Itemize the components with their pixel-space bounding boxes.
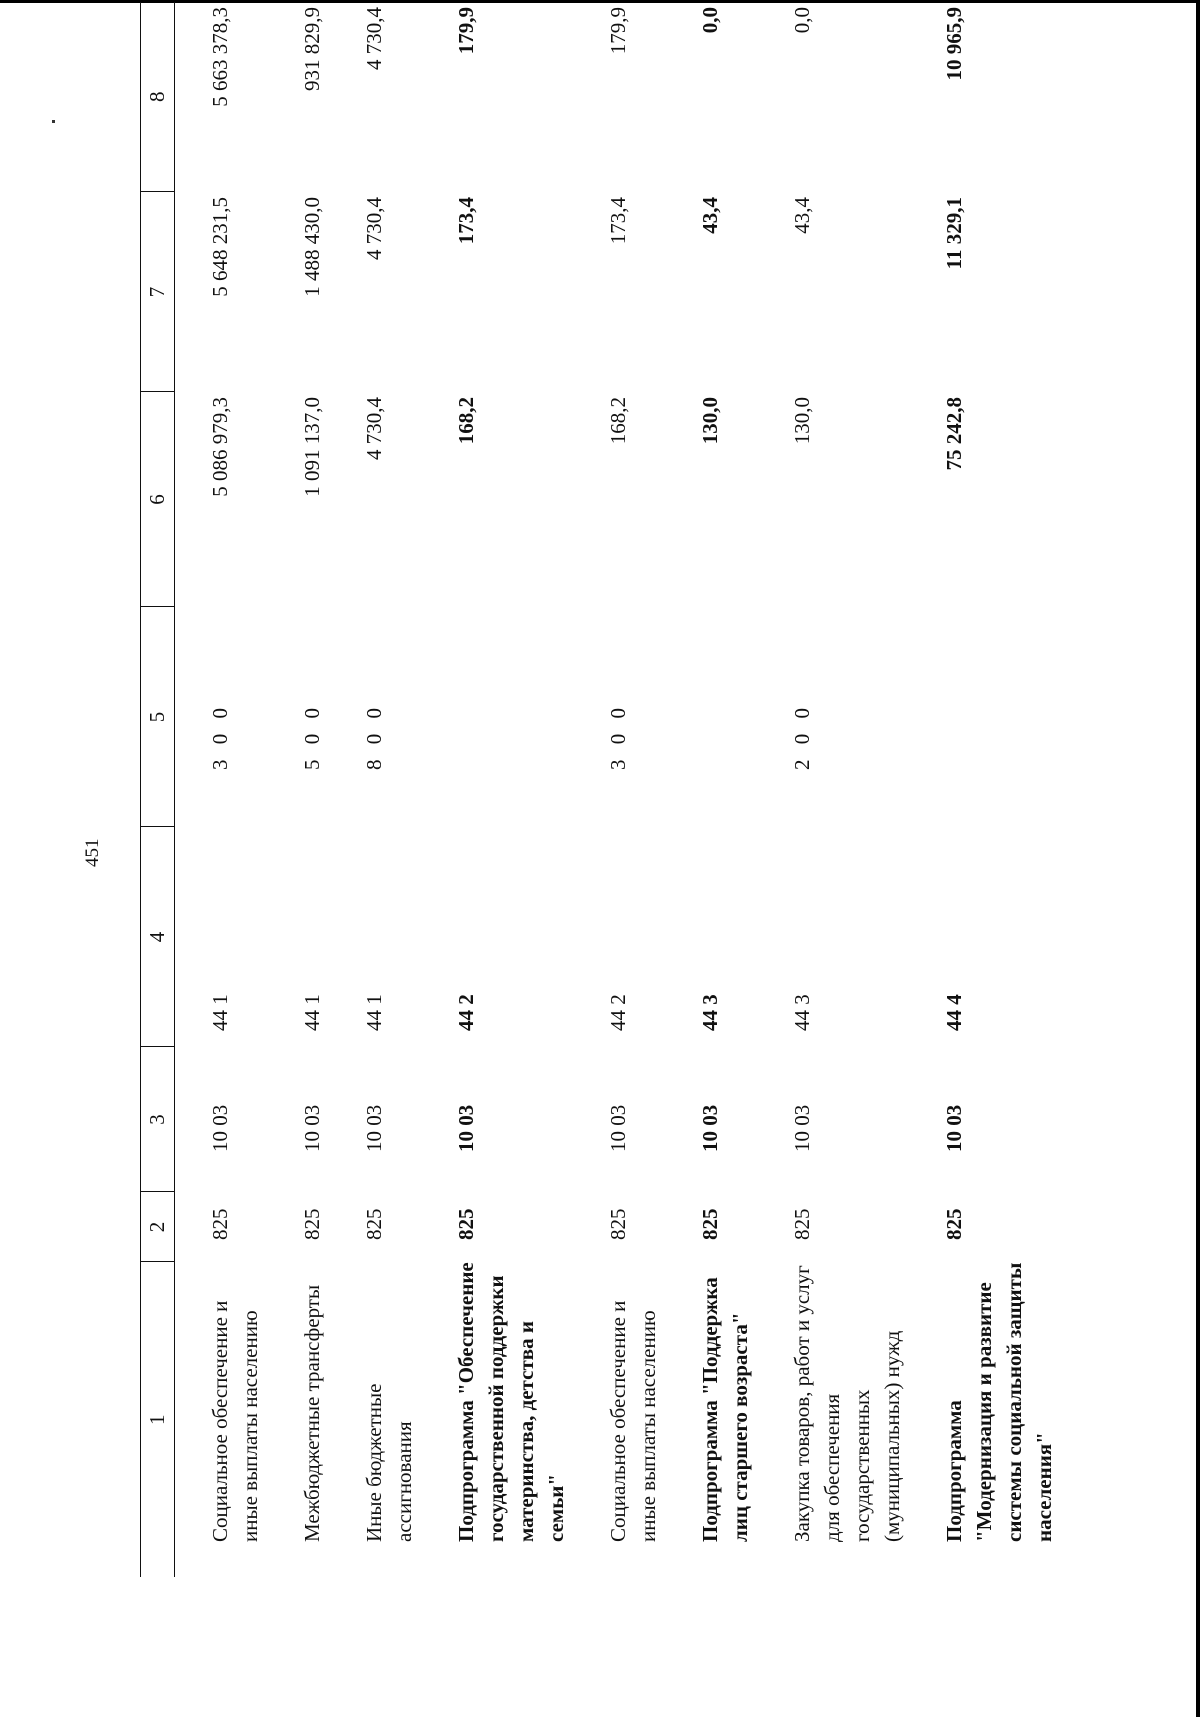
- column-header-3: 3: [141, 1047, 175, 1192]
- row-value-8: 4 730,4: [362, 7, 386, 70]
- row-name: Закупка товаров, работ и услуг для обеспечения государственных (муниципальных) нужд: [790, 1265, 904, 1542]
- row-ministry-code: 825: [208, 1208, 232, 1240]
- row-ministry-code: 825: [698, 1208, 722, 1240]
- row-value-6: 1 091 137,0: [300, 397, 324, 497]
- row-name: Подпрограмма "Модернизация и развитие системы социальной защиты населения": [942, 1262, 1056, 1542]
- row-ministry-code: 825: [942, 1208, 966, 1240]
- column-header-8: 8: [141, 2, 175, 192]
- row-name: Межбюджетные трансферты: [300, 1284, 324, 1542]
- row-target-code: 44 4: [942, 994, 966, 1031]
- row-value-7: 43,4: [698, 197, 722, 234]
- row-section-code: 10 03: [362, 1104, 386, 1152]
- row-expense-type: 2 0 0: [790, 703, 814, 770]
- row-ministry-code: 825: [300, 1208, 324, 1240]
- row-value-7: 43,4: [790, 197, 814, 234]
- row-target-code: 44 2: [454, 994, 478, 1031]
- row-target-code: 44 3: [698, 994, 722, 1031]
- row-ministry-code: 825: [454, 1208, 478, 1240]
- row-name: Подпрограмма "Поддержка лиц старшего возраста": [698, 1277, 752, 1542]
- row-target-code: 44 1: [300, 994, 324, 1031]
- row-target-code: 44 3: [790, 994, 814, 1031]
- row-value-6: 168,2: [606, 397, 630, 445]
- row-name: Социальное обеспечение и иные выплаты населению: [606, 1300, 660, 1542]
- row-value-8: 179,9: [606, 7, 630, 55]
- row-value-7: 173,4: [606, 197, 630, 245]
- row-target-code: 44 1: [208, 994, 232, 1031]
- column-header-5: 5: [141, 607, 175, 827]
- row-value-8: 0,0: [698, 7, 722, 34]
- table-row: [175, 2, 298, 1577]
- row-name: Подпрограмма "Обеспечение государственной поддержки материнства, детства и семьи": [454, 1262, 568, 1542]
- row-value-8: 5 663 378,3: [208, 7, 232, 107]
- row-section-code: 10 03: [454, 1104, 478, 1152]
- column-header-6: 6: [141, 392, 175, 607]
- row-name: Социальное обеспечение и иные выплаты населению: [208, 1300, 262, 1542]
- row-section-code: 10 03: [208, 1104, 232, 1152]
- budget-table: [140, 2, 1091, 1577]
- row-expense-type: [695, 607, 787, 827]
- row-ministry-code: 825: [606, 1208, 630, 1240]
- row-section-code: 10 03: [942, 1104, 966, 1152]
- row-expense-type: 3 0 0: [606, 703, 630, 770]
- row-target-code: 44 1: [362, 994, 386, 1031]
- row-expense-type: 3 0 0: [208, 703, 232, 770]
- row-value-7: 4 730,4: [362, 197, 386, 260]
- table-row: [939, 2, 1091, 1577]
- column-header-4: 4: [141, 827, 175, 1047]
- row-ministry-code: 825: [362, 1208, 386, 1240]
- row-value-6: 130,0: [698, 397, 722, 445]
- row-value-6: 75 242,8: [942, 397, 966, 471]
- row-section-code: 10 03: [698, 1104, 722, 1152]
- table-header-row: [141, 2, 175, 1577]
- table-row: [451, 2, 603, 1577]
- row-section-code: 10 03: [606, 1104, 630, 1152]
- table-row: [359, 2, 451, 1577]
- row-expense-type: [451, 607, 603, 827]
- row-target-code: 44 2: [606, 994, 630, 1031]
- row-value-8: 179,9: [454, 7, 478, 55]
- row-value-8: 10 965,9: [942, 7, 966, 81]
- row-expense-type: 5 0 0: [300, 703, 324, 770]
- row-expense-type: 8 0 0: [362, 703, 386, 770]
- row-value-6: 130,0: [790, 397, 814, 445]
- row-value-7: 11 329,1: [942, 197, 966, 270]
- column-header-1: 1: [141, 1262, 175, 1577]
- row-value-7: 5 648 231,5: [208, 197, 232, 297]
- page-number: 451: [82, 838, 103, 867]
- table-row: [603, 2, 695, 1577]
- table-row: [695, 2, 787, 1577]
- table-row: [297, 2, 359, 1577]
- row-ministry-code: 825: [790, 1208, 814, 1240]
- row-value-6: 168,2: [454, 397, 478, 445]
- row-value-7: 173,4: [454, 197, 478, 245]
- row-value-8: 931 829,9: [300, 7, 324, 91]
- table-body: [175, 2, 1092, 1577]
- row-expense-type: [939, 607, 1091, 827]
- row-name: Иные бюджетные ассигнования: [362, 1383, 416, 1542]
- column-header-7: 7: [141, 192, 175, 392]
- row-value-7: 1 488 430,0: [300, 197, 324, 297]
- column-header-2: 2: [141, 1192, 175, 1262]
- row-section-code: 10 03: [790, 1104, 814, 1152]
- row-value-6: 5 086 979,3: [208, 397, 232, 497]
- table-row: [787, 2, 939, 1577]
- row-value-8: 0,0: [790, 7, 814, 34]
- row-section-code: 10 03: [300, 1104, 324, 1152]
- row-value-6: 4 730,4: [362, 397, 386, 460]
